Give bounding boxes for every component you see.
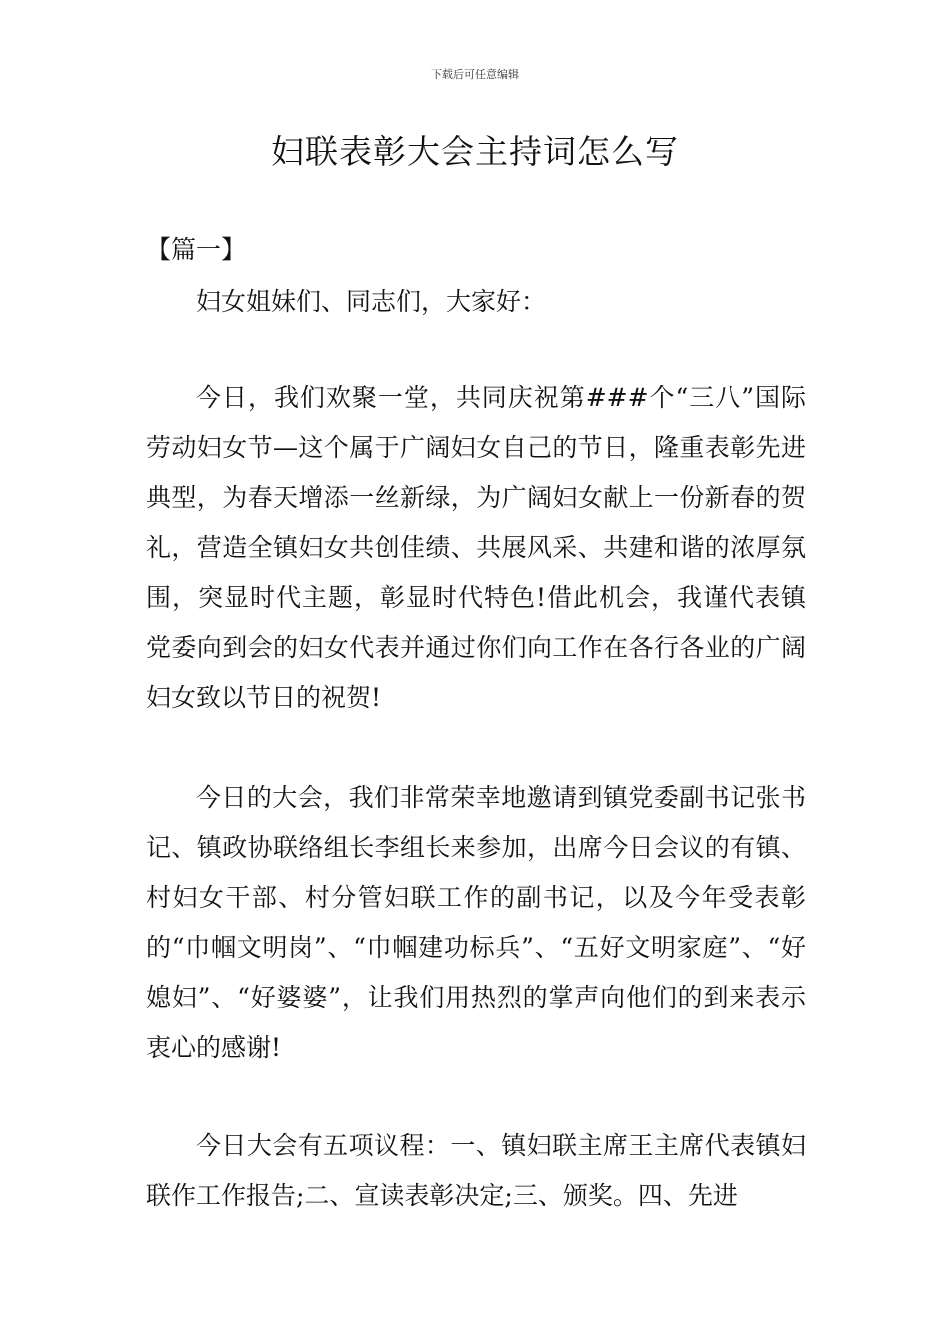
paragraph-1: 今日，我们欢聚一堂，共同庆祝第###个“三八”国际劳动妇女节—这个属于广阔妇女自己的节日，隆重表彰先进典型，为春天增添一丝新绿，为广阔妇女献上一份新春的贺礼，营造全镇妇女共创佳绩、共展风采、共建和谐的浓厚氛围，突显时代主题，彰显时代特色!借此机会，我谨代表镇党委向到会的妇女代表并通过你们向工作在各行各业的广阔妇女致以节日的祝贺! [146,383,806,712]
section-label: 【篇一】 [146,235,247,264]
paragraph-3: 今日大会有五项议程：一、镇妇联主席王主席代表镇妇联作工作报告;二、宣读表彰决定;三、颁奖。四、先进 [146,1131,806,1210]
greeting-line: 妇女姐妹们、同志们，大家好： [196,287,547,316]
paragraph-2: 今日的大会，我们非常荣幸地邀请到镇党委副书记张书记、镇政协联络组长李组长来参加，出席今日会议的有镇、村妇女干部、村分管妇联工作的副书记，以及今年受表彰的“巾帼文明岗”、“巾帼建功标兵”、“五好文明家庭”、“好媳妇”、“好婆婆”，让我们用热烈的掌声向他们的到来表示衷心的感谢! [146,783,806,1062]
document-title: 妇联表彰大会主持词怎么写 [271,132,679,171]
header-note: 下载后可任意编辑 [431,68,519,81]
